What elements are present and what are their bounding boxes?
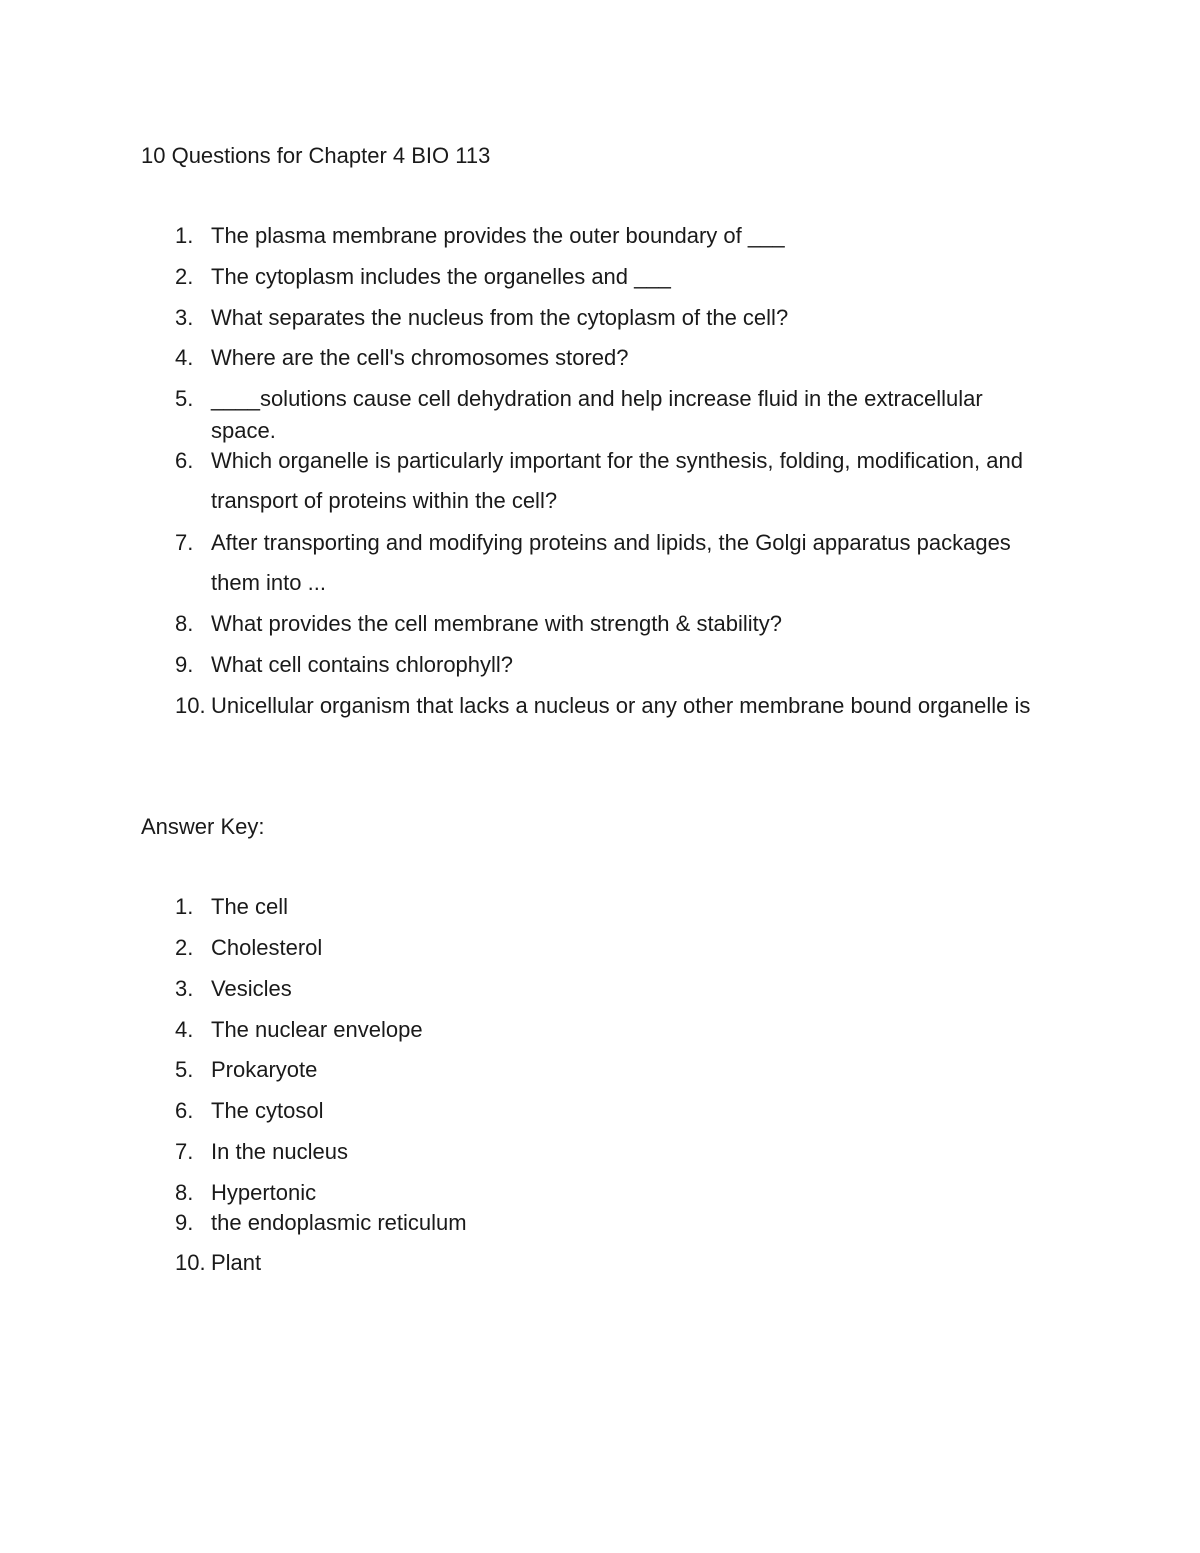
question-number: 2.	[175, 264, 194, 289]
answer-text: Vesicles	[211, 976, 292, 1001]
question-number: 10.	[175, 693, 206, 718]
question-text: Which organelle is particularly important for the synthesis, folding, modification, and transport of proteins within the cell?	[211, 448, 1023, 513]
answer-number: 4.	[175, 1017, 194, 1042]
question-text: What separates the nucleus from the cytoplasm of the cell?	[211, 305, 789, 330]
question-number: 3.	[175, 305, 194, 330]
question-text: Unicellular organism that lacks a nucleus or any other membrane bound organelle is	[211, 693, 1031, 718]
answer-text: The cytosol	[211, 1098, 324, 1123]
question-number: 6.	[175, 448, 194, 473]
answer-text: Plant	[211, 1250, 262, 1275]
question-text: ____solutions cause cell dehydration and help increase fluid in the extracellular space.	[211, 386, 983, 443]
answer-text: Cholesterol	[211, 935, 323, 960]
answer-text: The cell	[211, 894, 289, 919]
question-text: What cell contains chlorophyll?	[211, 652, 514, 677]
question-text: Where are the cell's chromosomes stored?	[211, 345, 629, 370]
answer-number: 7.	[175, 1139, 194, 1164]
question-number: 1.	[175, 223, 194, 248]
answer-text: Hypertonic	[211, 1180, 317, 1205]
answer-number: 2.	[175, 935, 194, 960]
question-text: The cytoplasm includes the organelles and ___	[211, 264, 671, 289]
answer-number: 8.	[175, 1180, 194, 1205]
question-number: 8.	[175, 611, 194, 636]
answer-key-heading: Answer Key:	[141, 814, 265, 839]
question-number: 4.	[175, 345, 194, 370]
answer-text: The nuclear envelope	[211, 1017, 423, 1042]
question-text: What provides the cell membrane with strength & stability?	[211, 611, 783, 636]
answer-text: In the nucleus	[211, 1139, 348, 1164]
answer-number: 1.	[175, 894, 194, 919]
question-text: After transporting and modifying proteins and lipids, the Golgi apparatus packages them into ...	[211, 530, 1011, 595]
question-number: 7.	[175, 530, 194, 555]
answer-number: 9.	[175, 1210, 194, 1235]
answer-number: 6.	[175, 1098, 194, 1123]
answer-text: Prokaryote	[211, 1057, 318, 1082]
question-number: 9.	[175, 652, 194, 677]
answer-text: the endoplasmic reticulum	[211, 1210, 467, 1235]
question-number: 5.	[175, 386, 194, 411]
answer-number: 5.	[175, 1057, 194, 1082]
document-title: 10 Questions for Chapter 4 BIO 113	[141, 143, 491, 168]
answer-number: 10.	[175, 1250, 206, 1275]
answer-number: 3.	[175, 976, 194, 1001]
question-text: The plasma membrane provides the outer boundary of ___	[211, 223, 785, 248]
